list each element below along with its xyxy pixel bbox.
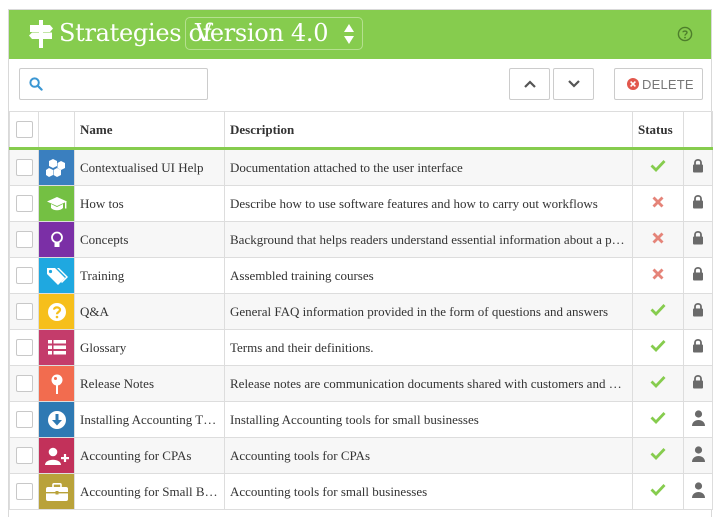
row-status-cell xyxy=(633,330,684,366)
row-access-cell xyxy=(684,402,713,438)
table-row[interactable] xyxy=(10,402,713,438)
table-row[interactable] xyxy=(10,222,713,258)
row-status-cell xyxy=(633,222,684,258)
row-checkbox[interactable] xyxy=(16,159,33,176)
table-row[interactable] xyxy=(10,330,713,366)
user-plus-icon xyxy=(39,438,75,473)
row-checkbox[interactable] xyxy=(16,195,33,212)
check-icon[interactable] xyxy=(650,303,666,320)
row-status-cell xyxy=(633,258,684,294)
row-name[interactable]: Q&A xyxy=(75,294,225,330)
table-row[interactable] xyxy=(10,149,713,186)
row-checkbox[interactable] xyxy=(16,483,33,500)
row-icon-cell xyxy=(39,438,75,474)
lock-icon[interactable] xyxy=(692,230,704,249)
table-row[interactable] xyxy=(10,258,713,294)
row-name[interactable]: Contextualised UI Help xyxy=(75,149,225,186)
select-all-checkbox[interactable] xyxy=(16,121,33,138)
row-icon-cell xyxy=(39,186,75,222)
table-row[interactable] xyxy=(10,186,713,222)
row-icon-cell xyxy=(39,149,75,186)
user-icon[interactable] xyxy=(692,482,705,502)
row-status-cell xyxy=(633,438,684,474)
download-circle-icon xyxy=(39,402,75,437)
move-up-button[interactable] xyxy=(509,68,550,100)
row-checkbox-cell xyxy=(10,366,39,402)
user-icon[interactable] xyxy=(692,410,705,430)
select-arrows-icon xyxy=(344,23,354,45)
check-icon[interactable] xyxy=(650,483,666,500)
version-select[interactable] xyxy=(185,17,363,50)
row-status-cell xyxy=(633,402,684,438)
strategies-panel xyxy=(8,9,712,517)
row-checkbox-cell xyxy=(10,330,39,366)
table-header-row xyxy=(10,112,713,149)
lock-icon[interactable] xyxy=(692,302,704,321)
row-description: Terms and their definitions. xyxy=(225,330,633,366)
table-row[interactable] xyxy=(10,474,713,510)
delete-button[interactable] xyxy=(614,68,703,100)
search-icon xyxy=(29,77,43,91)
select-all-cell xyxy=(10,112,39,149)
check-icon[interactable] xyxy=(650,339,666,356)
row-access-cell xyxy=(684,438,713,474)
row-checkbox-cell xyxy=(10,438,39,474)
list-icon xyxy=(39,330,75,365)
row-checkbox[interactable] xyxy=(16,411,33,428)
description-column-header[interactable]: Description xyxy=(225,112,633,149)
row-checkbox[interactable] xyxy=(16,339,33,356)
row-icon-cell xyxy=(39,222,75,258)
row-status-cell xyxy=(633,149,684,186)
row-checkbox-cell xyxy=(10,149,39,186)
row-description: Installing Accounting tools for small businesses xyxy=(225,402,633,438)
toolbar xyxy=(9,59,711,111)
row-name[interactable]: Installing Accounting T… xyxy=(75,402,225,438)
row-description: Assembled training courses xyxy=(225,258,633,294)
row-description: Background that helps readers understand essential information about a p… xyxy=(225,222,633,258)
table-row[interactable] xyxy=(10,294,713,330)
row-checkbox-cell xyxy=(10,294,39,330)
move-down-button[interactable] xyxy=(553,68,594,100)
search-box[interactable] xyxy=(19,68,208,100)
row-access-cell xyxy=(684,330,713,366)
lock-icon[interactable] xyxy=(692,374,704,393)
lock-icon[interactable] xyxy=(692,266,704,285)
row-name[interactable]: Concepts xyxy=(75,222,225,258)
row-name[interactable]: Training xyxy=(75,258,225,294)
chevron-down-icon xyxy=(568,80,580,88)
row-description: Describe how to use software features and how to carry out workflows xyxy=(225,186,633,222)
row-status-cell xyxy=(633,366,684,402)
cross-icon[interactable] xyxy=(652,232,664,248)
row-access-cell xyxy=(684,474,713,510)
row-access-cell xyxy=(684,186,713,222)
table-row[interactable] xyxy=(10,366,713,402)
lock-icon[interactable] xyxy=(692,338,704,357)
lock-icon[interactable] xyxy=(692,194,704,213)
question-circle-icon xyxy=(39,294,75,329)
lightbulb-icon xyxy=(39,222,75,257)
row-name[interactable]: Glossary xyxy=(75,330,225,366)
signpost-icon xyxy=(28,20,54,48)
row-checkbox-cell xyxy=(10,258,39,294)
row-name[interactable]: Accounting for Small B… xyxy=(75,474,225,510)
cross-icon[interactable] xyxy=(652,268,664,284)
row-icon-cell xyxy=(39,366,75,402)
row-description: Documentation attached to the user interface xyxy=(225,149,633,186)
row-access-cell xyxy=(684,366,713,402)
row-icon-cell xyxy=(39,330,75,366)
user-icon[interactable] xyxy=(692,446,705,466)
cubes-icon xyxy=(39,150,75,185)
delete-label: DELETE xyxy=(642,77,694,92)
row-checkbox[interactable] xyxy=(16,447,33,464)
row-checkbox-cell xyxy=(10,186,39,222)
row-description: Accounting tools for CPAs xyxy=(225,438,633,474)
row-checkbox-cell xyxy=(10,402,39,438)
row-name[interactable]: Release Notes xyxy=(75,366,225,402)
icon-column-header xyxy=(39,112,75,149)
check-icon[interactable] xyxy=(650,159,666,176)
lock-icon[interactable] xyxy=(692,158,704,177)
access-column-header xyxy=(684,112,713,149)
row-icon-cell xyxy=(39,402,75,438)
cross-icon[interactable] xyxy=(652,196,664,212)
row-checkbox-cell xyxy=(10,222,39,258)
row-status-cell xyxy=(633,474,684,510)
row-checkbox[interactable] xyxy=(16,267,33,284)
row-icon-cell xyxy=(39,474,75,510)
row-checkbox[interactable] xyxy=(16,231,33,248)
delete-icon xyxy=(627,78,639,90)
row-access-cell xyxy=(684,149,713,186)
row-access-cell xyxy=(684,258,713,294)
row-checkbox[interactable] xyxy=(16,303,33,320)
row-access-cell xyxy=(684,294,713,330)
row-status-cell xyxy=(633,186,684,222)
row-icon-cell xyxy=(39,258,75,294)
row-status-cell xyxy=(633,294,684,330)
briefcase-icon xyxy=(39,474,75,509)
check-icon[interactable] xyxy=(650,411,666,428)
name-column-header[interactable]: Name xyxy=(75,112,225,149)
page-title: Strategies of xyxy=(59,19,212,47)
graduation-cap-icon xyxy=(39,186,75,221)
row-access-cell xyxy=(684,222,713,258)
pin-icon xyxy=(39,366,75,401)
tags-icon xyxy=(39,258,75,293)
row-name[interactable]: Accounting for CPAs xyxy=(75,438,225,474)
row-description: Accounting tools for small businesses xyxy=(225,474,633,510)
status-column-header[interactable]: Status xyxy=(633,112,684,149)
row-description: General FAQ information provided in the form of questions and answers xyxy=(225,294,633,330)
row-description: Release notes are communication documents shared with customers and … xyxy=(225,366,633,402)
check-icon[interactable] xyxy=(650,375,666,392)
row-name[interactable]: How tos xyxy=(75,186,225,222)
row-checkbox[interactable] xyxy=(16,375,33,392)
search-input[interactable] xyxy=(48,73,203,95)
strategies-table xyxy=(9,111,713,510)
panel-header xyxy=(9,10,711,59)
chevron-up-icon xyxy=(524,80,536,88)
row-checkbox-cell xyxy=(10,474,39,510)
row-icon-cell xyxy=(39,294,75,330)
version-select-value: Version 4.0 xyxy=(195,19,329,47)
table-row[interactable] xyxy=(10,438,713,474)
help-icon[interactable] xyxy=(677,26,693,42)
check-icon[interactable] xyxy=(650,447,666,464)
